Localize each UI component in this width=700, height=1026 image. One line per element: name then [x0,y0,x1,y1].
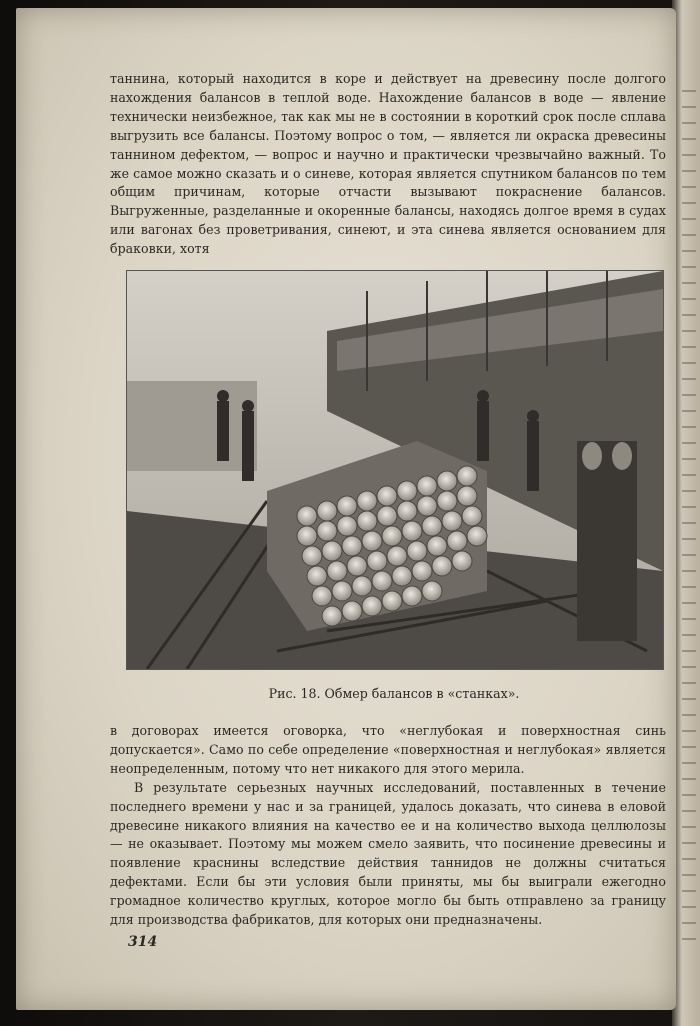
adjacent-page-text-edge [682,90,696,950]
paragraph-top-1: таннина, который находится в коре и действует на древесину после долгого нахождения балансов в теплой воде. Нахождение балансов в воде — явление технически неизбежное, так как мы не в состоянии в короткий срок после сплава выгрузить все балансы. Поэтому вопрос о том, — является ли окраска древесины таннином дефектом, — вопрос и научно и практически чрезвычайно важный. То же самое можно сказать и о синеве, которая является спутником балансов по тем общим причинам, которые отчасти вызывают покраснение балансов. Выгруженные, разделанные и окоренные балансы, находясь долгое время в судах или вагонах без проветривания, синеют, и эта синева является основанием для браковки, хотя [110,71,666,257]
paragraph-bottom-2: В результате серьезных научных исследований, поставленных в течение последнего времени у нас и за границей, удалось доказать, что синева в еловой древесине никакого влияния на качество ее и на количество выхода целлюлозы — не оказывает. Поэтому мы можем смело заявить, что посинение древесины и появление краснины вследствие действия таннидов не должны считаться дефектами. Если бы эти условия были приняты, мы бы выиграли ежегодно громадное количество круглых, которое могло бы быть отправлено за границу для производства фабрикатов, для которых они предназначены. [110,779,666,928]
top-text-block [110,70,666,259]
adjacent-page-edge [672,0,700,1026]
paragraph-bottom-1: в договорах имеется оговорка, что «неглубокая и поверхностная синь допускается». Само по себе определение «поверхностная и неглубокая» является неопределенным, потому что нет никакого для этого мерила. [110,723,666,776]
right-log-pile [577,441,637,641]
figure-photo [126,270,664,670]
water-area [127,381,257,471]
book-page [16,8,676,1010]
figure-caption: Рис. 18. Обмер балансов в «станках». [268,686,520,701]
bottom-text-block [110,722,666,930]
page-number: 314 [128,934,158,950]
photo-illustration [127,271,663,669]
